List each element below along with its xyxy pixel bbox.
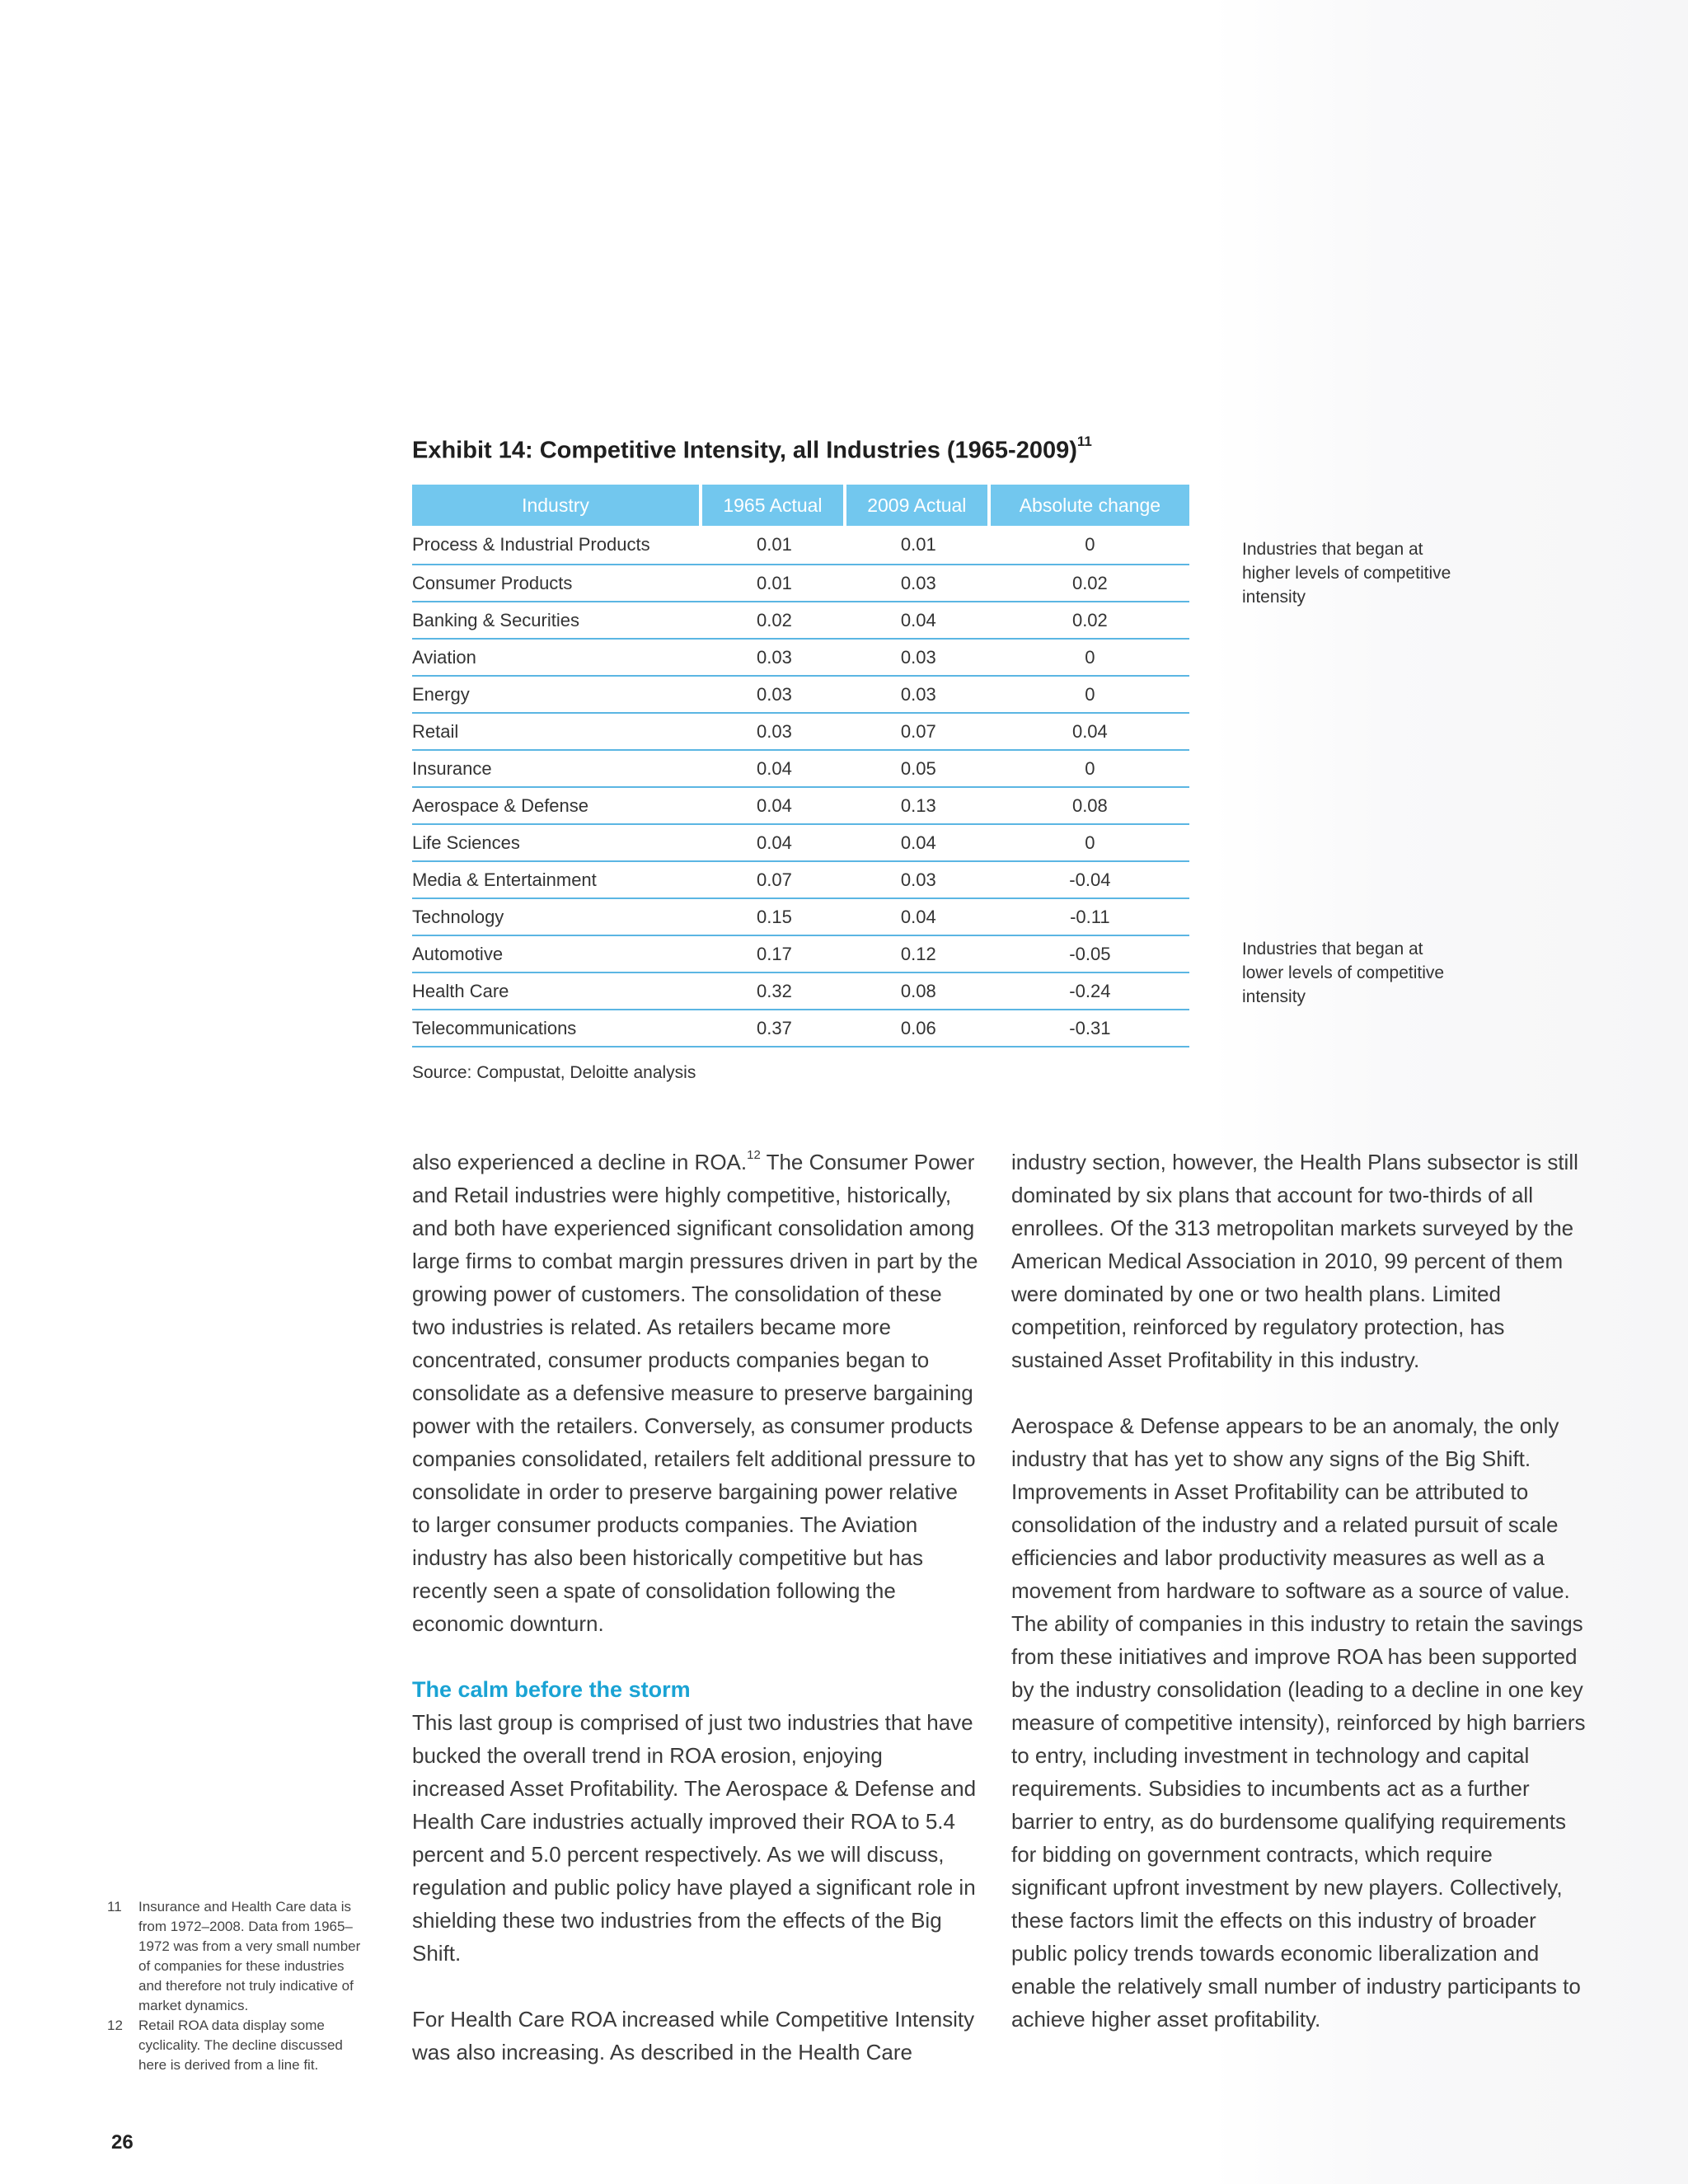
cell-1965: 0.15 xyxy=(702,899,846,936)
cell-industry: Automotive xyxy=(412,936,702,973)
cell-industry: Technology xyxy=(412,899,702,936)
cell-2009: 0.01 xyxy=(846,526,991,565)
cell-industry: Insurance xyxy=(412,751,702,788)
cell-industry: Health Care xyxy=(412,973,702,1010)
table-row xyxy=(412,714,1189,751)
cell-change: 0 xyxy=(991,751,1189,788)
cell-industry: Process & Industrial Products xyxy=(412,526,702,565)
paragraph: industry section, however, the Health Plans subsector is still dominated by six plans that account for two-thirds of all enrollees. Of the 313 metropolitan markets surveyed by the American Medical Association in 2010, 99 percent of them were dominated by one or two health plans. Limited competition, reinforced by regulatory protection, has sustained Asset Profitability in this industry. xyxy=(1011,1150,1578,1372)
exhibit-title: Exhibit 14: Competitive Intensity, all Industries (1965-2009)$^{11}$ xyxy=(412,434,1092,464)
table-row xyxy=(412,565,1189,602)
cell-2009: 0.04 xyxy=(846,899,991,936)
table-row xyxy=(412,788,1189,825)
note-higher-intensity: Industries that began at higher levels of competitive intensity xyxy=(1242,540,1451,607)
cell-1965: 0.04 xyxy=(702,751,846,788)
table-row xyxy=(412,825,1189,862)
source-note: Source: Compustat, Deloitte analysis xyxy=(412,1063,696,1082)
section-heading: The calm before the storm xyxy=(412,1677,691,1702)
cell-2009: 0.03 xyxy=(846,565,991,602)
cell-industry: Banking & Securities xyxy=(412,602,702,640)
cell-industry: Consumer Products xyxy=(412,565,702,602)
table-row xyxy=(412,862,1189,899)
cell-change: 0 xyxy=(991,640,1189,677)
cell-2009: 0.04 xyxy=(846,602,991,640)
col-header-industry: Industry xyxy=(412,485,702,526)
table-row xyxy=(412,1010,1189,1047)
paragraph: This last group is comprised of just two industries that have bucked the overall trend in ROA erosion, enjoying increased Asset Profitability. The Aerospace & Defense and Health Care industries actually improved their ROA to 5.4 percent and 5.0 percent respectively. As we will discuss, regulation and public policy have played a significant role in shielding these two industries from the effects of the Big Shift. xyxy=(412,1710,977,1966)
cell-1965: 0.37 xyxy=(702,1010,846,1047)
cell-industry: Media & Entertainment xyxy=(412,862,702,899)
cell-change: 0.08 xyxy=(991,788,1189,825)
cell-industry: Telecommunications xyxy=(412,1010,702,1047)
table-row xyxy=(412,936,1189,973)
cell-1965: 0.03 xyxy=(702,677,846,714)
cell-change: -0.11 xyxy=(991,899,1189,936)
table-body xyxy=(412,526,1189,1047)
table-row xyxy=(412,640,1189,677)
body-column-left xyxy=(412,1146,981,2069)
page-number: 26 xyxy=(111,2131,134,2154)
cell-1965: 0.32 xyxy=(702,973,846,1010)
table-row xyxy=(412,602,1189,640)
table-row xyxy=(412,526,1189,565)
cell-2009: 0.06 xyxy=(846,1010,991,1047)
footnote-11: 11 Insurance and Health Care data is from 1972–2008. Data from 1965–1972 was from a very small number of companies for these industries and therefore not truly indicative of market dynamics. xyxy=(107,1899,361,2013)
table-row xyxy=(412,751,1189,788)
cell-industry: Aviation xyxy=(412,640,702,677)
col-header-2009: 2009 Actual xyxy=(846,485,991,526)
note-lower-intensity: Industries that began at lower levels of competitive intensity xyxy=(1242,940,1445,1006)
footnotes xyxy=(107,1897,371,2075)
cell-2009: 0.08 xyxy=(846,973,991,1010)
cell-1965: 0.02 xyxy=(702,602,846,640)
cell-industry: Energy xyxy=(412,677,702,714)
cell-change: 0.02 xyxy=(991,565,1189,602)
body-column-right xyxy=(1011,1146,1588,2036)
cell-2009: 0.03 xyxy=(846,640,991,677)
exhibit-footnote-ref: 11 xyxy=(1076,434,1092,449)
cell-1965: 0.07 xyxy=(702,862,846,899)
table-row xyxy=(412,899,1189,936)
cell-2009: 0.03 xyxy=(846,677,991,714)
cell-1965: 0.04 xyxy=(702,825,846,862)
cell-2009: 0.05 xyxy=(846,751,991,788)
cell-change: 0 xyxy=(991,526,1189,565)
paragraph: For Health Care ROA increased while Competitive Intensity was also increasing. As described in the Health Care xyxy=(412,2007,975,2064)
cell-change: 0.02 xyxy=(991,602,1189,640)
cell-change: -0.24 xyxy=(991,973,1189,1010)
cell-2009: 0.03 xyxy=(846,862,991,899)
paragraph: Aerospace & Defense appears to be an anomaly, the only industry that has yet to show any signs of the Big Shift. Improvements in Asset Profitability can be attributed to consolidation of the industry and a related pursuit of scale efficiencies and labor productivity measures as well as a movement from hardware to software as a source of value. The ability of companies in this industry to retain the savings from these initiatives and improve ROA has been supported by the industry consolidation (leading to a decline in one key measure of competitive intensity), reinforced by high barriers to entry, including investment in technology and capital requirements. Subsidies to incumbents act as a further barrier to entry, as do burdensome qualifying requirements for bidding on government contracts, which require significant upfront investment by new players. Collectively, these factors limit the effects on this industry of broader public policy trends towards economic liberalization and enable the relatively small number of industry participants to achieve higher asset profitability. xyxy=(1011,1413,1586,2032)
cell-1965: 0.03 xyxy=(702,640,846,677)
table-row xyxy=(412,677,1189,714)
cell-1965: 0.04 xyxy=(702,788,846,825)
cell-1965: 0.03 xyxy=(702,714,846,751)
col-header-1965: 1965 Actual xyxy=(702,485,846,526)
cell-change: -0.05 xyxy=(991,936,1189,973)
cell-change: 0.04 xyxy=(991,714,1189,751)
col-header-change: Absolute change xyxy=(991,485,1189,526)
competitive-intensity-table xyxy=(412,485,1189,1047)
cell-2009: 0.13 xyxy=(846,788,991,825)
table-row xyxy=(412,973,1189,1010)
cell-industry: Life Sciences xyxy=(412,825,702,862)
cell-industry: Retail xyxy=(412,714,702,751)
cell-change: 0 xyxy=(991,825,1189,862)
footnote-12: 12 Retail ROA data display some cyclicality. The decline discussed here is derived from a line fit. xyxy=(107,2018,343,2073)
cell-2009: 0.04 xyxy=(846,825,991,862)
cell-2009: 0.12 xyxy=(846,936,991,973)
cell-1965: 0.01 xyxy=(702,526,846,565)
cell-change: -0.31 xyxy=(991,1010,1189,1047)
cell-1965: 0.01 xyxy=(702,565,846,602)
footnote-ref: 12 xyxy=(747,1148,761,1163)
table-header-row xyxy=(412,485,1189,526)
paragraph: also experienced a decline in ROA.$^{12}$ The Consumer Power and Retail industries were highly competitive, historically, and both have experienced significant consolidation among large firms to combat margin pressures driven in part by the growing power of customers. The consolidation of these two industries is related. As retailers became more concentrated, consumer products companies began to consolidate as a defensive measure to preserve bargaining power with the retailers. Conversely, as consumer products companies consolidated, retailers felt additional pressure to consolidate in order to preserve bargaining power relative to larger consumer products companies. The Aviation industry has also been historically competitive but has recently seen a spate of consolidation following the economic downturn. xyxy=(412,1148,978,1636)
cell-industry: Aerospace & Defense xyxy=(412,788,702,825)
cell-change: -0.04 xyxy=(991,862,1189,899)
cell-2009: 0.07 xyxy=(846,714,991,751)
cell-1965: 0.17 xyxy=(702,936,846,973)
cell-change: 0 xyxy=(991,677,1189,714)
